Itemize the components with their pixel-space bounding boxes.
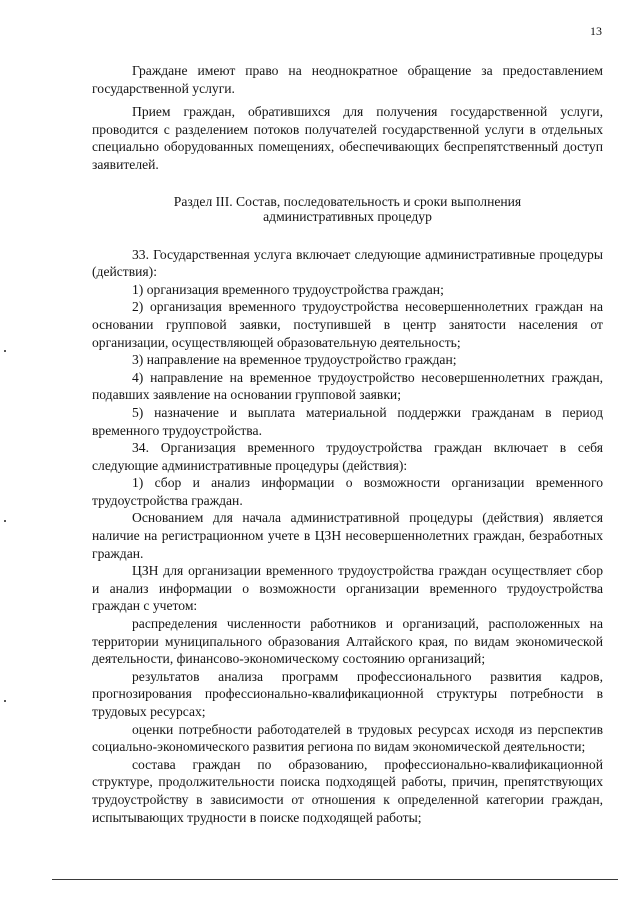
paragraph: 34. Организация временного трудоустройства граждан включает в себя следующие административные процедуры (действия): [92, 440, 603, 473]
list-item: оценки потребности работодателей в трудовых ресурсах исходя из перспектив социально-экономического развития региона по видам экономической деятельности; [92, 721, 603, 755]
list-item: распределения численности работников и организаций, расположенных на территории муниципального образования Алтайского края, по видам экономической деятельности, финансово-экономическому состоянию организаций; [92, 616, 603, 667]
list-item: 3) направление на временное трудоустройство граждан; [132, 352, 457, 368]
paragraph: Граждане имеют право на неоднократное обращение за предоставлением государственной услуги. [92, 63, 603, 96]
paragraph: ЦЗН для организации временного трудоустройства граждан осуществляет сбор и анализ информации о возможности организации временного трудоустройства граждан с учетом: [92, 563, 603, 614]
list-item: 5) назначение и выплата материальной поддержки гражданам в период временного трудоустройства. [92, 404, 603, 438]
document-body [92, 62, 603, 826]
list-item: 4) направление на временное трудоустройство несовершеннолетних граждан, подавших заявление на основании групповой заявки; [92, 369, 603, 403]
scan-mark [4, 520, 6, 522]
paragraph: 33. Государственная услуга включает следующие административные процедуры (действия): [92, 246, 603, 280]
list-item: результатов анализа программ профессионального развития кадров, прогнозирования профессионально-квалификационной структуры потребности в трудовых ресурсах; [92, 668, 603, 719]
scan-mark [4, 700, 6, 702]
section-heading-line: административных процедур [263, 208, 432, 224]
list-item: 1) сбор и анализ информации о возможности организации временного трудоустройства граждан. [92, 475, 603, 508]
bottom-rule [52, 879, 618, 880]
section-heading [92, 194, 603, 224]
paragraph: Основанием для начала административной процедуры (действия) является наличие на регистрационном учете в ЦЗН несовершеннолетних граждан, безработных граждан. [92, 510, 603, 561]
list-item: состава граждан по образованию, профессионально-квалификационной структуре, продолжительности поиска подходящей работы, причин, препятствующих трудоустройству в зависимости от отношения к определенной категории граждан, испытывающих трудности в поиске подходящей работы; [92, 756, 603, 825]
scan-mark [4, 350, 6, 352]
paragraph: Прием граждан, обратившихся для получения государственной услуги, проводится с разделением потоков получателей государственной услуги в отдельных специально оборудованных помещениях, обеспечивающих беспрепятственный доступ заявителей. [92, 104, 603, 172]
section-heading-line: Раздел III. Состав, последовательность и сроки выполнения [173, 193, 522, 209]
page-number: 13 [590, 24, 602, 38]
list-item: 2) организация временного трудоустройства несовершеннолетних граждан на основании групповой заявки, поступившей в центр занятости населения от организации, осуществляющей образовательную деятельность; [92, 299, 603, 350]
list-item: 1) организация временного трудоустройства граждан; [132, 281, 444, 297]
